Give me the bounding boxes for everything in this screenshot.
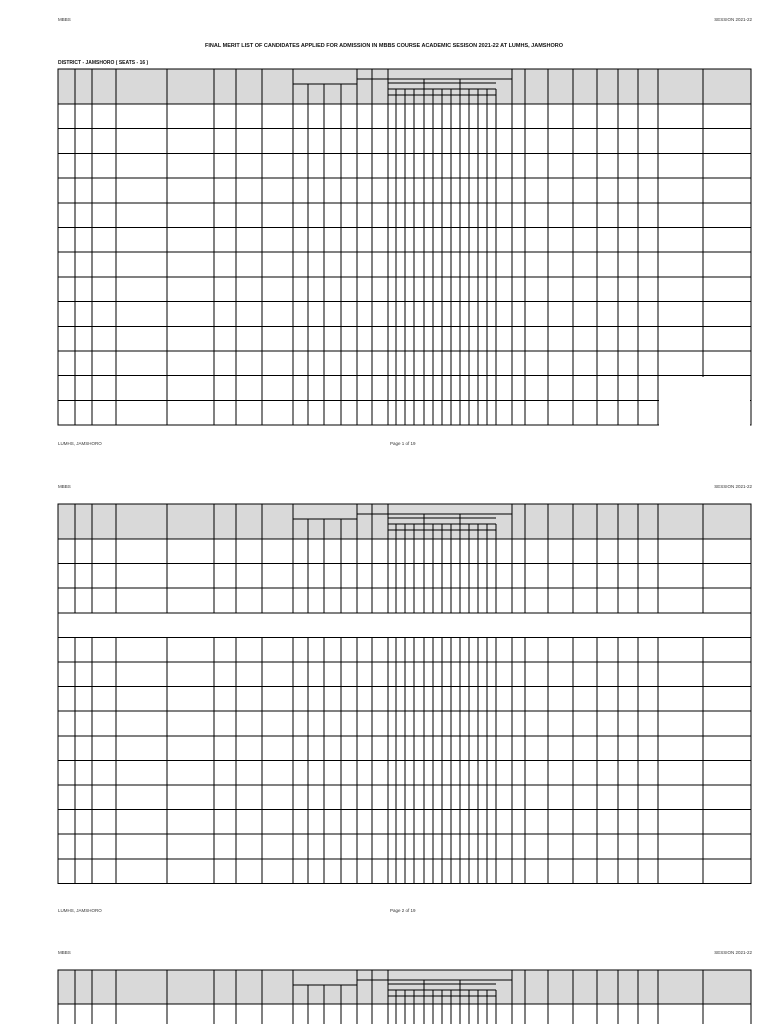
header-subband xyxy=(293,970,512,984)
page-1-footer-left: LUMHS, JAMSHORO xyxy=(58,441,102,446)
document-title: FINAL MERIT LIST OF CANDIDATES APPLIED FOR ADMISSION IN MBBS COURSE ACADEMIC SESISON 2021-22 AT LUMHS, JAMSHORO xyxy=(205,43,563,49)
page-1-header-left: MBBS xyxy=(58,17,71,22)
page-2-header-right: SESSION 2021-22 xyxy=(714,484,752,489)
page-3-header-right: SESSION 2021-22 xyxy=(714,950,752,955)
page-2-header-left: MBBS xyxy=(58,484,71,489)
district-label: DISTRICT - JAMSHORO ( SEATS - 16 ) xyxy=(58,60,149,66)
page-2-footer-center: Page 2 of 19 xyxy=(390,908,416,913)
page-1-footer-center: Page 1 of 19 xyxy=(390,441,416,446)
page-3-header-left: MBBS xyxy=(58,950,71,955)
page-1-header-right: SESSION 2021-22 xyxy=(714,17,752,22)
page-2-footer-left: LUMHS, JAMSHORO xyxy=(58,908,102,913)
